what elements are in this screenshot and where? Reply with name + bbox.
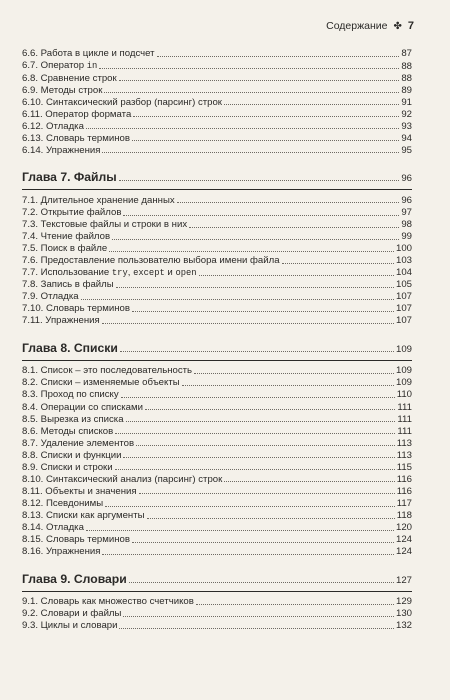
toc-entry[interactable]: 8.4. Операции со списками 111 bbox=[22, 401, 412, 413]
toc-entry[interactable]: 6.7. Оператор in 88 bbox=[22, 60, 412, 72]
toc-entry[interactable]: 8.13. Списки как аргументы 118 bbox=[22, 509, 412, 521]
toc-entry[interactable]: 8.9. Списки и строки 115 bbox=[22, 461, 412, 473]
toc-entry[interactable]: 9.3. Циклы и словари 132 bbox=[22, 620, 412, 632]
dot-leader bbox=[123, 616, 394, 617]
toc-entry[interactable]: 8.3. Проход по списку 110 bbox=[22, 389, 412, 401]
toc-entry[interactable]: 9.1. Словарь как множество счетчиков 129 bbox=[22, 596, 412, 608]
table-of-contents bbox=[22, 47, 412, 631]
dot-leader bbox=[194, 373, 394, 374]
dot-leader bbox=[182, 385, 394, 386]
dot-leader bbox=[99, 68, 399, 69]
chapter-heading[interactable]: Глава 8. Списки 109 bbox=[22, 338, 412, 361]
dot-leader bbox=[196, 604, 394, 605]
dot-leader bbox=[115, 469, 395, 470]
dot-leader bbox=[123, 457, 394, 458]
dot-leader bbox=[102, 554, 394, 555]
chapter-heading[interactable]: Глава 9. Словари 127 bbox=[22, 569, 412, 592]
toc-entry[interactable]: 8.6. Методы списков 111 bbox=[22, 425, 412, 437]
toc-entry[interactable]: 8.1. Список – это последовательность 109 bbox=[22, 365, 412, 377]
toc-entry[interactable]: 8.7. Удаление элементов 113 bbox=[22, 437, 412, 449]
dot-leader bbox=[119, 180, 400, 181]
dot-leader bbox=[133, 116, 399, 117]
page-number: 7 bbox=[407, 20, 414, 32]
dot-leader bbox=[104, 92, 399, 93]
chapter-heading[interactable]: Глава 7. Файлы 96 bbox=[22, 167, 412, 190]
dot-leader bbox=[81, 299, 394, 300]
dot-leader bbox=[102, 323, 394, 324]
dot-leader bbox=[145, 409, 395, 410]
toc-entry[interactable]: 6.8. Сравнение строк 88 bbox=[22, 72, 412, 84]
toc-entry[interactable]: 8.11. Объекты и значения 116 bbox=[22, 485, 412, 497]
toc-entry[interactable]: 8.10. Синтаксический анализ (парсинг) строк 116 bbox=[22, 473, 412, 485]
toc-entry[interactable]: 6.9. Методы строк 89 bbox=[22, 84, 412, 96]
dot-leader bbox=[86, 530, 394, 531]
toc-entry[interactable]: 7.3. Текстовые файлы и строки в них 98 bbox=[22, 218, 412, 230]
dot-leader bbox=[112, 239, 399, 240]
dot-leader bbox=[132, 542, 394, 543]
dot-leader bbox=[199, 275, 394, 276]
toc-entry[interactable]: 9.2. Словари и файлы 130 bbox=[22, 608, 412, 620]
toc-entry[interactable]: 8.16. Упражнения 124 bbox=[22, 546, 412, 558]
dot-leader bbox=[119, 628, 394, 629]
dot-leader bbox=[132, 311, 394, 312]
toc-entry[interactable]: 7.7. Использование try, except и open 104 bbox=[22, 266, 412, 279]
ornament-icon: ✤ bbox=[393, 20, 402, 32]
dot-leader bbox=[126, 421, 396, 422]
code-keyword: try bbox=[111, 267, 128, 278]
section-title: Содержание bbox=[326, 20, 388, 32]
dot-leader bbox=[282, 263, 394, 264]
dot-leader bbox=[109, 251, 394, 252]
toc-entry[interactable]: 7.6. Предоставление пользователю выбора имени файла 103 bbox=[22, 255, 412, 267]
dot-leader bbox=[189, 227, 399, 228]
dot-leader bbox=[115, 433, 395, 434]
toc-entry[interactable]: 7.5. Поиск в файле 100 bbox=[22, 243, 412, 255]
toc-entry[interactable]: 6.14. Упражнения 95 bbox=[22, 144, 412, 156]
dot-leader bbox=[86, 128, 399, 129]
toc-entry[interactable]: 7.1. Длительное хранение данных 96 bbox=[22, 194, 412, 206]
toc-entry[interactable]: 8.15. Словарь терминов 124 bbox=[22, 534, 412, 546]
dot-leader bbox=[102, 152, 399, 153]
toc-entry[interactable]: 7.10. Словарь терминов 107 bbox=[22, 303, 412, 315]
code-keyword: in bbox=[86, 61, 98, 72]
dot-leader bbox=[147, 518, 395, 519]
dot-leader bbox=[116, 287, 394, 288]
dot-leader bbox=[224, 481, 394, 482]
code-keyword: open bbox=[175, 267, 197, 278]
toc-entry[interactable]: 6.6. Работа в цикле и подсчет 87 bbox=[22, 48, 412, 60]
toc-entry[interactable]: 8.14. Отладка 120 bbox=[22, 522, 412, 533]
toc-entry[interactable]: 8.12. Псевдонимы 117 bbox=[22, 497, 412, 509]
toc-entry[interactable]: 7.4. Чтение файлов 99 bbox=[22, 231, 412, 243]
toc-entry[interactable]: 8.8. Списки и функции 113 bbox=[22, 449, 412, 461]
dot-leader bbox=[105, 506, 395, 507]
dot-leader bbox=[157, 56, 400, 57]
toc-entry[interactable]: 6.13. Словарь терминов 94 bbox=[22, 132, 412, 144]
dot-leader bbox=[123, 215, 399, 216]
dot-leader bbox=[132, 140, 399, 141]
running-header bbox=[326, 20, 414, 32]
dot-leader bbox=[136, 445, 395, 446]
toc-entry[interactable]: 7.9. Отладка 107 bbox=[22, 291, 412, 303]
toc-entry[interactable]: 6.11. Оператор формата 92 bbox=[22, 108, 412, 120]
toc-entry[interactable]: 7.8. Запись в файлы 105 bbox=[22, 279, 412, 291]
dot-leader bbox=[139, 493, 395, 494]
dot-leader bbox=[121, 397, 395, 398]
toc-entry[interactable]: 8.5. Вырезка из списка 111 bbox=[22, 413, 412, 425]
dot-leader bbox=[120, 351, 394, 352]
toc-entry[interactable]: 7.11. Упражнения 107 bbox=[22, 315, 412, 327]
toc-entry[interactable]: 6.10. Синтаксический разбор (парсинг) строк 91 bbox=[22, 96, 412, 108]
toc-entry[interactable]: 6.12. Отладка 93 bbox=[22, 120, 412, 132]
toc-entry[interactable]: 8.2. Списки – изменяемые объекты 109 bbox=[22, 377, 412, 389]
dot-leader bbox=[177, 202, 400, 203]
toc-entry[interactable]: 7.2. Открытие файлов 97 bbox=[22, 206, 412, 218]
dot-leader bbox=[119, 80, 400, 81]
code-keyword: except bbox=[133, 267, 165, 278]
dot-leader bbox=[224, 104, 399, 105]
dot-leader bbox=[129, 582, 394, 583]
